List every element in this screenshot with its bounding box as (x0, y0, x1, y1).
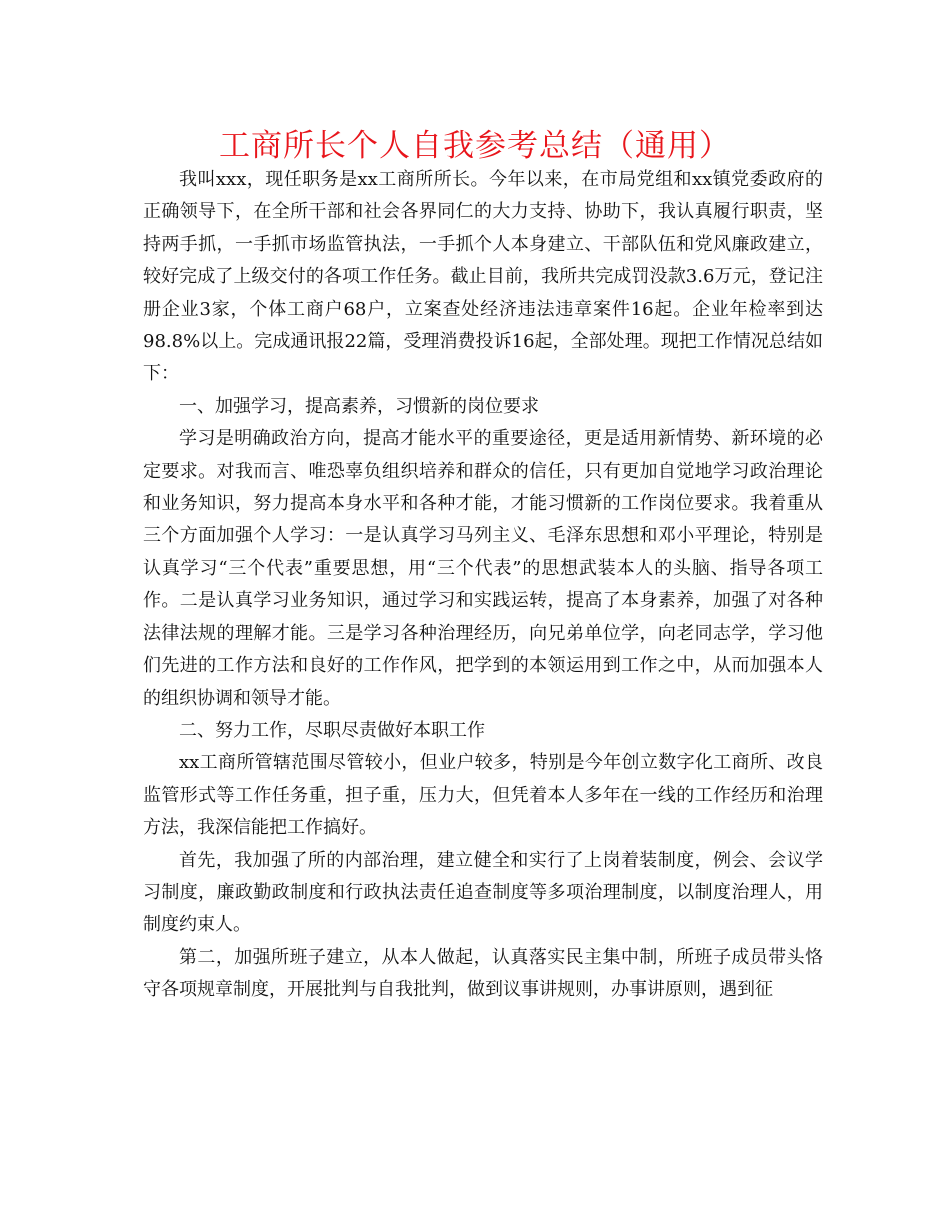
section-heading-1: 一、加强学习，提高素养，习惯新的岗位要求 (179, 395, 539, 417)
paragraph-first: 首先，我加强了所的内部治理，建立健全和实行了上岗着装制度，例会、会议学习制度，廉政勤政制度和行政执法责任追查制度等多项治理制度，以制度治理人，用制度约束人。 (143, 849, 823, 936)
paragraph-second: 第二，加强所班子建立，从本人做起，认真落实民主集中制，所班子成员带头恪守各项规章制度，开展批判与自我批判，做到议事讲规则，办事讲原则，遇到征 (143, 946, 823, 1001)
paragraph-intro: 我叫xxx，现任职务是xx工商所所长。今年以来，在市局党组和xx镇党委政府的正确领导下，在全所干部和社会各界同仁的大力支持、协助下，我认真履行职责，坚持两手抓，一手抓市场监管执法，一手抓个人本身建立、干部队伍和党风廉政建立，较好完成了上级交付的各项工作任务。截止目前，我所共完成罚没款3.6万元，登记注册企业3家，个体工商户68户，立案查处经济违法违章案件16起。企业年检率到达98.8%以上。完成通讯报22篇，受理消费投诉16起，全部处理。现把工作情况总结如下： (143, 169, 823, 385)
document-title: 工商所长个人自我参考总结（通用） (219, 128, 731, 164)
paragraph-study: 学习是明确政治方向，提高才能水平的重要途径，更是适用新情势、新环境的必定要求。对我而言、唯恐辜负组织培养和群众的信任，只有更加自觉地学习政治理论和业务知识，努力提高本身水平和各种才能，才能习惯新的工作岗位要求。我着重从三个方面加强个人学习：一是认真学习马列主义、毛泽东思想和邓小平理论，特别是认真学习“三个代表”重要思想，用“三个代表”的思想武装本人的头脑、指导各项工作。二是认真学习业务知识，通过学习和实践运转，提高了本身素养，加强了对各种法律法规的理解才能。三是学习各种治理经历，向兄弟单位学，向老同志学，学习他们先进的工作方法和良好的工作作风，把学到的本领运用到工作之中，从而加强本人的组织协调和领导才能。 (143, 428, 823, 709)
paragraph-scope: xx工商所管辖范围尽管较小，但业户较多，特别是今年创立数字化工商所、改良监管形式等工作任务重，担子重，压力大，但凭着本人多年在一线的工作经历和治理方法，我深信能把工作搞好。 (143, 752, 823, 839)
section-heading-2: 二、努力工作，尽职尽责做好本职工作 (179, 719, 485, 741)
document-body (143, 164, 823, 1007)
